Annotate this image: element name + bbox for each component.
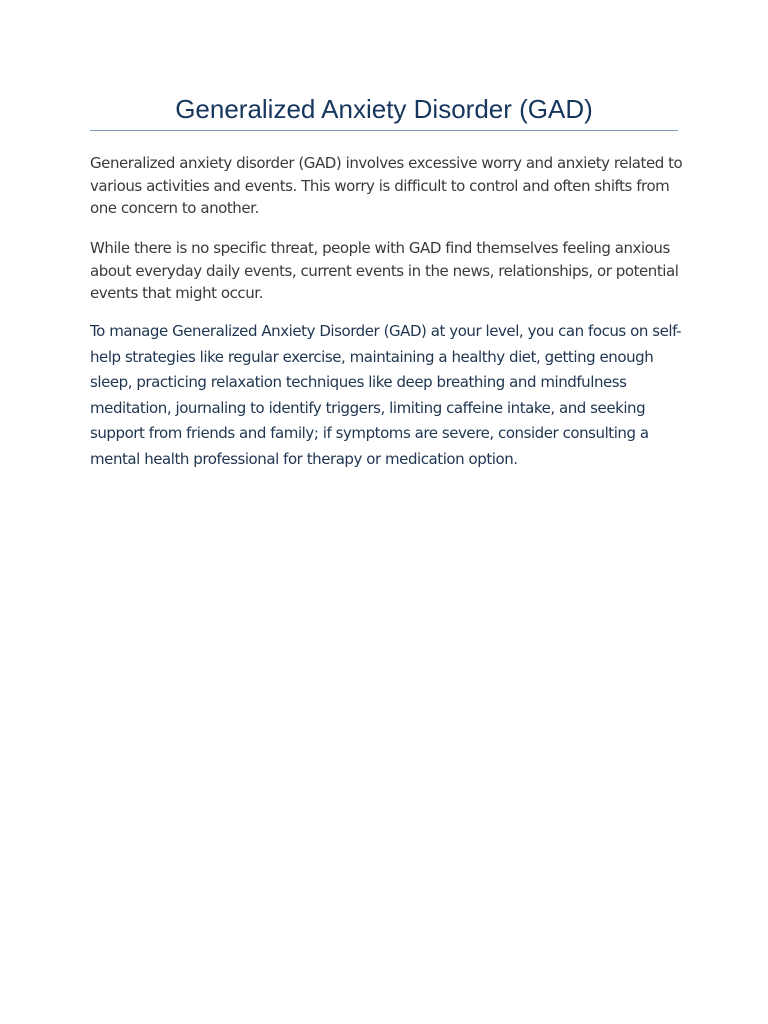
page-title: Generalized Anxiety Disorder (GAD) bbox=[175, 94, 593, 124]
paragraph-definition: Generalized anxiety disorder (GAD) involves excessive worry and anxiety related to various activities and events. This worry is difficult to control and often shifts from one concern to another. bbox=[90, 154, 683, 217]
title-divider bbox=[90, 130, 678, 131]
paragraph-triggers: While there is no specific threat, people with GAD find themselves feeling anxious about everyday daily events, current events in the news, relationships, or potential events that might occur. bbox=[90, 239, 679, 302]
paragraph-management: To manage Generalized Anxiety Disorder (GAD) at your level, you can focus on self-help strategies like regular exercise, maintaining a healthy diet, getting enough sleep, practicing relaxation techniques like deep breathing and mindfulness meditation, journaling to identify triggers, limiting caffeine intake, and seeking support from friends and family; if symptoms are severe, consider consulting a mental health professional for therapy or medication option. bbox=[90, 322, 682, 468]
